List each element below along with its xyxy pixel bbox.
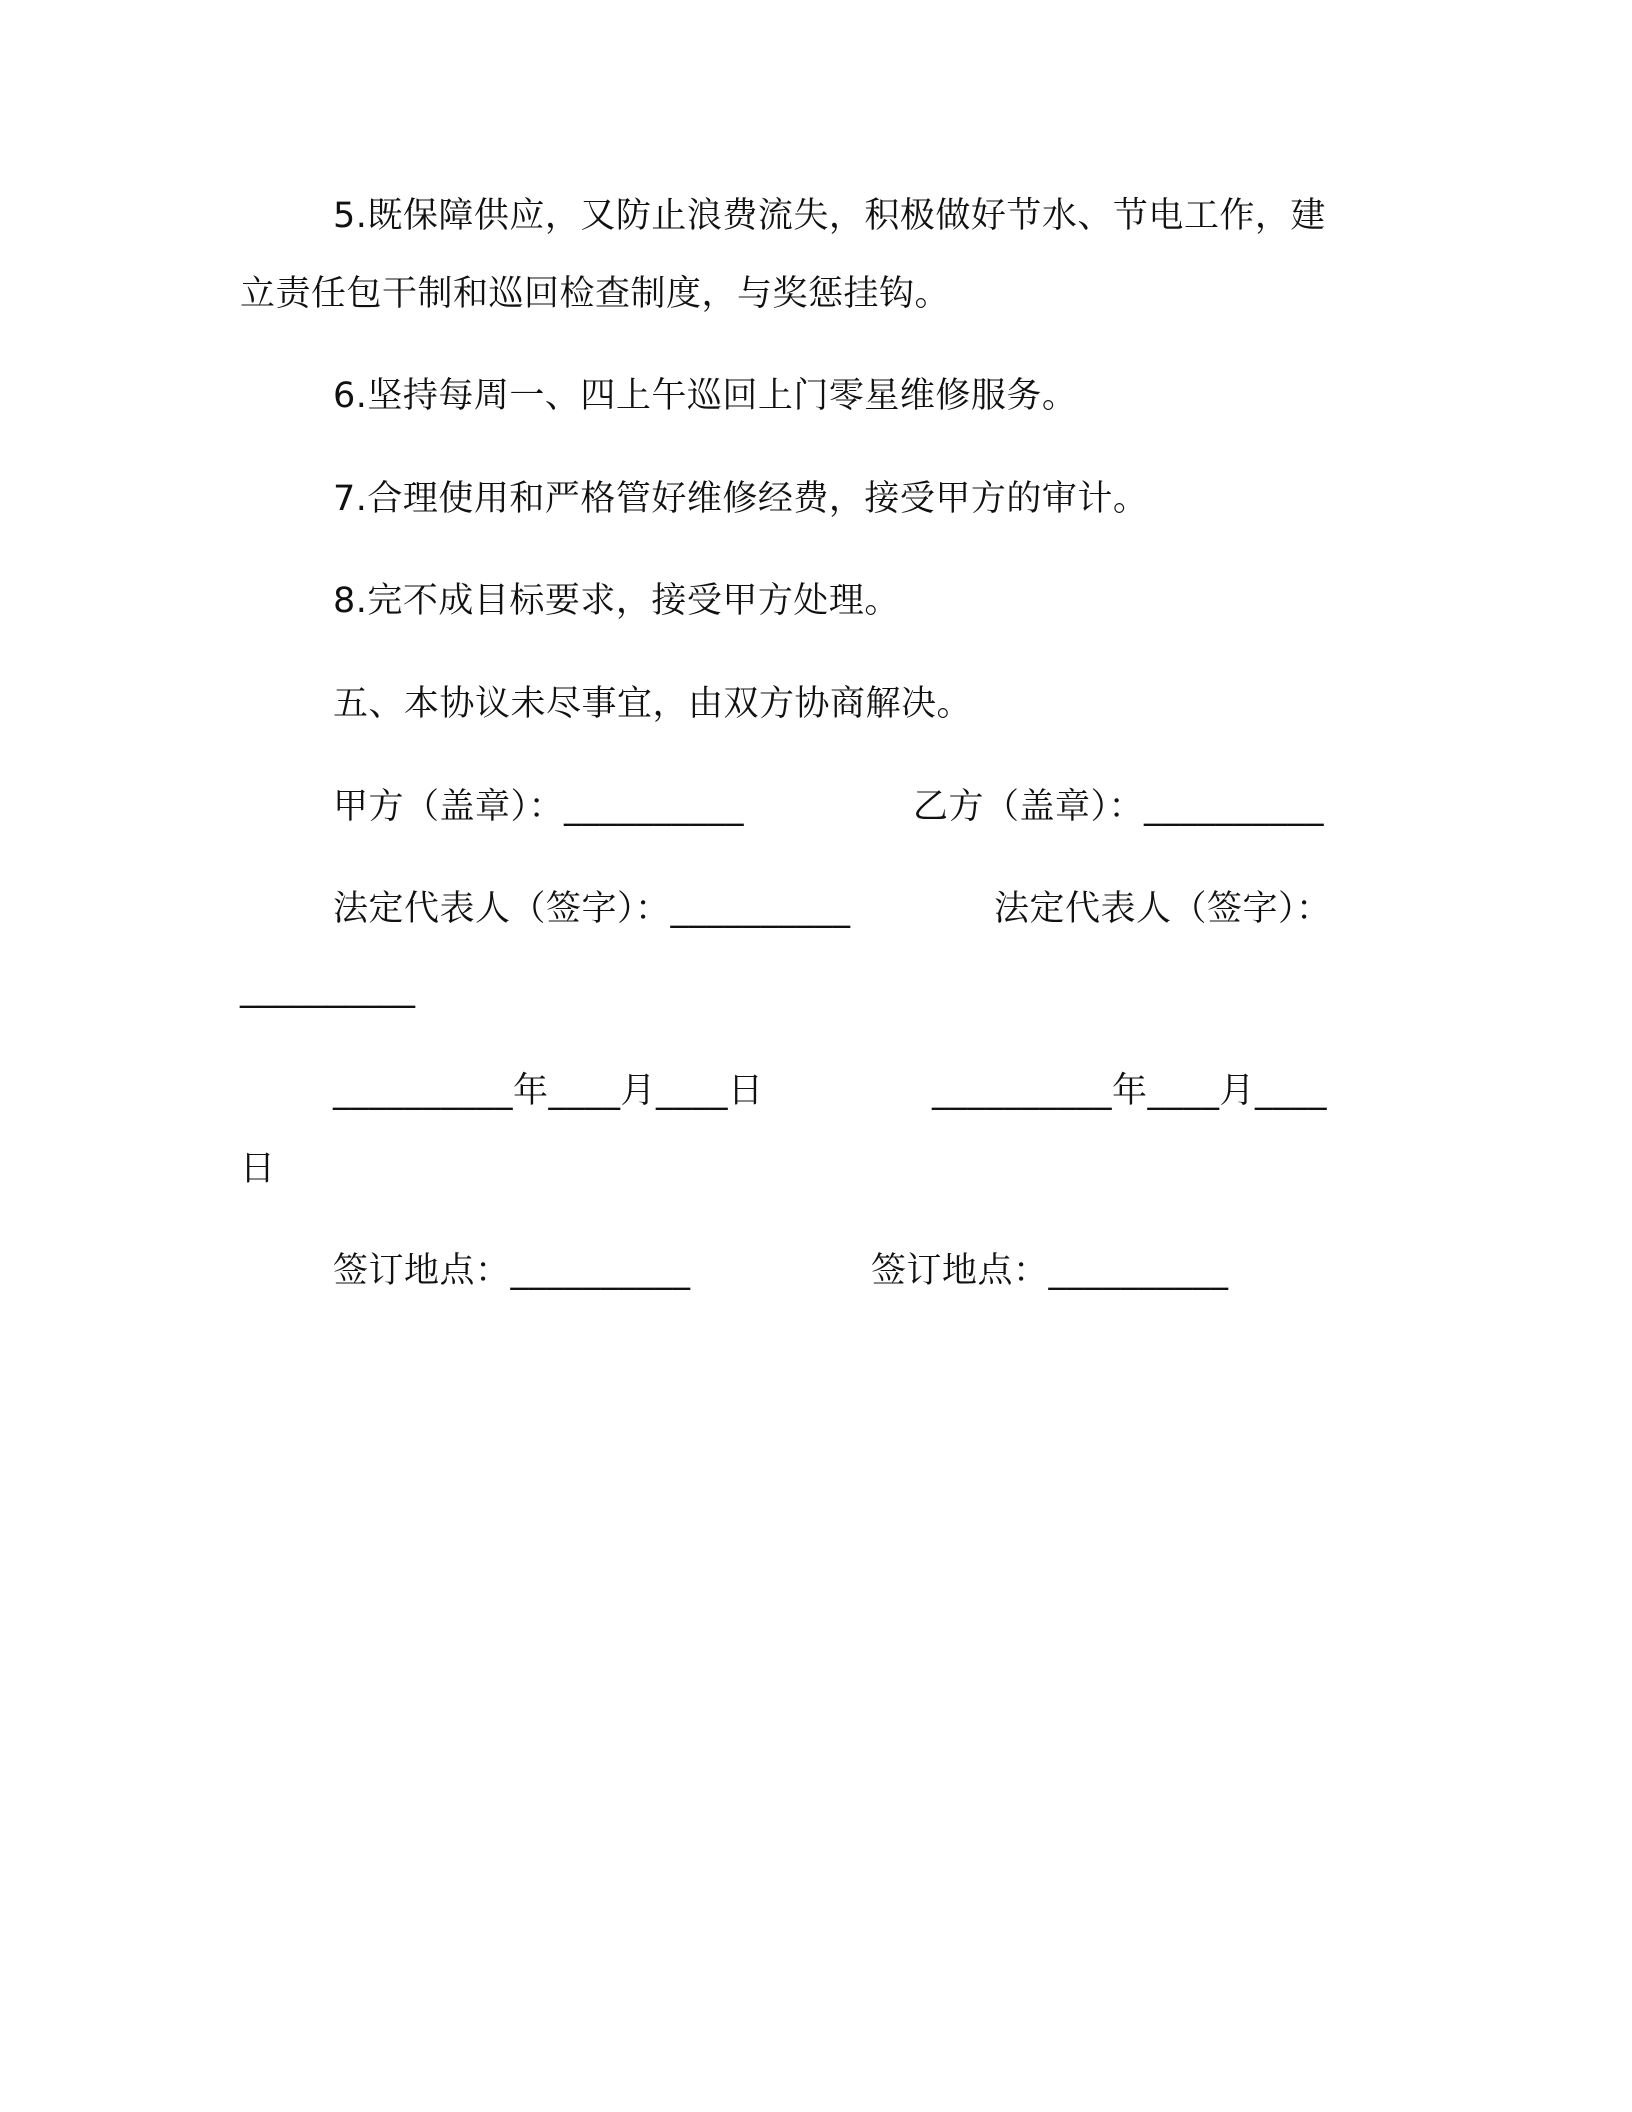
party-a-date-field: __________年____月____日 [333,1071,764,1111]
party-b-date-day: 日 [240,1149,276,1189]
party-b-seal-field: 乙方（盖章）：__________ [913,787,1325,827]
party-a-representative-field: 法定代表人（签字）：__________ [333,889,851,929]
party-b-date-field: __________年____月____ [932,1071,1328,1111]
party-b-representative-blank: __________ [240,969,415,1009]
paragraph-item-5-line-2: 立责任包干制和巡回检查制度，与奖惩挂钩。 [240,274,951,314]
party-b-place-field: 签订地点：__________ [871,1251,1229,1291]
party-b-representative-field: 法定代表人（签字）： [994,889,1332,929]
paragraph-item-8: 8.完不成目标要求，接受甲方处理。 [333,581,900,621]
party-a-place-field: 签订地点：__________ [333,1251,691,1291]
paragraph-item-5-line-1: 5.既保障供应，又防止浪费流失，积极做好节水、节电工作，建 [333,196,1326,236]
party-a-seal-field: 甲方（盖章）：__________ [333,787,745,827]
paragraph-clause-5: 五、本协议未尽事宜，由双方协商解决。 [333,684,973,724]
paragraph-item-6: 6.坚持每周一、四上午巡回上门零星维修服务。 [333,376,1078,416]
paragraph-item-7: 7.合理使用和严格管好维修经费，接受甲方的审计。 [333,479,1149,519]
